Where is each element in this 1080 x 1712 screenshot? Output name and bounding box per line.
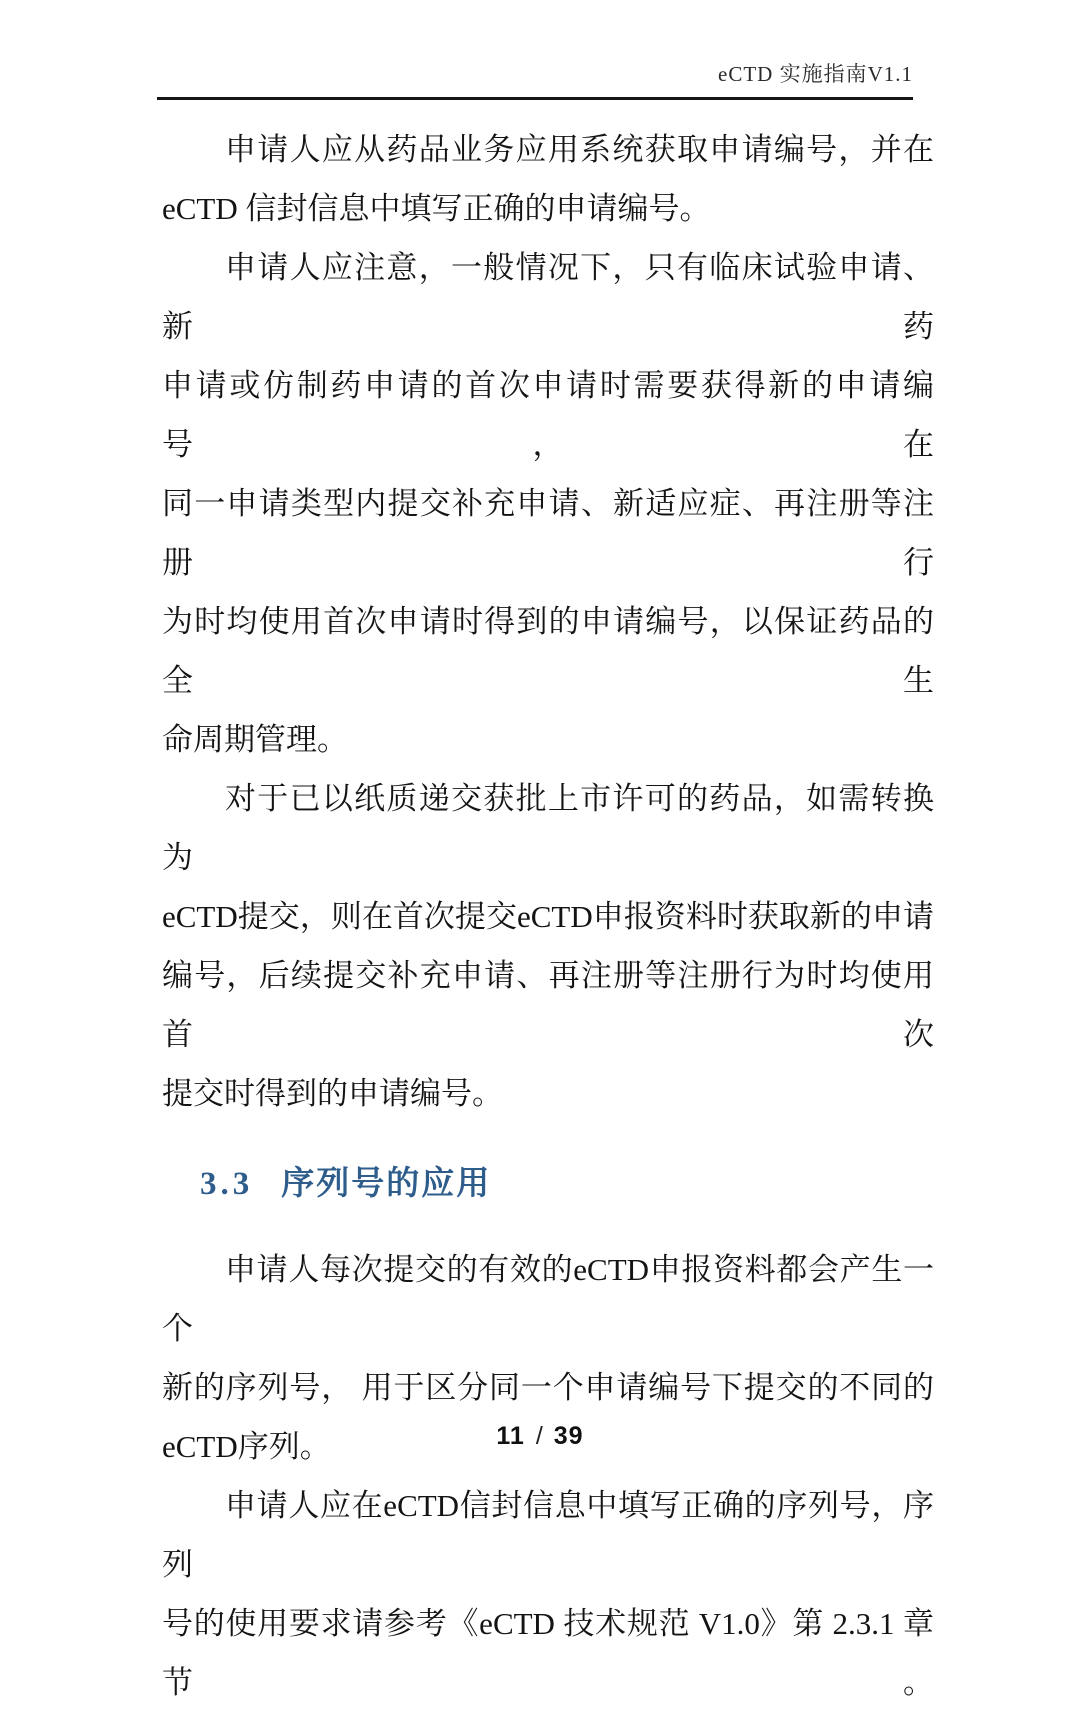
paragraph-line: 申请人应注意，一般情况下，只有临床试验申请、新药: [162, 250, 934, 344]
paragraph-line: 编号，后续提交补充申请、再注册等注册行为时均使用首次: [162, 958, 934, 1052]
paragraph-line: 命周期管理。: [162, 722, 348, 757]
page-header-title: eCTD 实施指南V1.1: [157, 58, 913, 100]
total-page-number: 39: [553, 1422, 584, 1450]
paragraph-line: 号的使用要求请参考《eCTD 技术规范 V1.0》第 2.3.1 章节。: [162, 1606, 934, 1700]
paragraph-line: 申请人每次提交的有效的eCTD申报资料都会产生一个: [162, 1252, 934, 1346]
paragraph-line: eCTD提交，则在首次提交eCTD申报资料时获取新的申请: [162, 899, 934, 934]
page-separator: /: [535, 1422, 543, 1450]
section-number: 3.3: [200, 1166, 254, 1202]
paragraph-line: 新的序列号， 用于区分同一个申请编号下提交的不同的: [162, 1370, 934, 1405]
paragraph-line: 申请或仿制药申请的首次申请时需要获得新的申请编号，在: [162, 368, 934, 462]
paragraph-line: eCTD序列。: [162, 1429, 331, 1464]
paragraph-line: 为时均使用首次申请时得到的申请编号，以保证药品的全生: [162, 604, 934, 698]
section-title: 序列号的应用: [281, 1166, 492, 1202]
paragraph-line: eCTD 信封信息中填写正确的申请编号。: [162, 191, 711, 226]
document-body: [162, 120, 934, 1712]
paragraph-line: 申请人应从药品业务应用系统获取申请编号，并在: [225, 132, 934, 167]
page-number-indicator: [0, 1422, 1080, 1451]
paragraph-line: 提交时得到的申请编号。: [162, 1076, 503, 1111]
paragraph-line: 同一申请类型内提交补充申请、新适应症、再注册等注册行: [162, 486, 934, 580]
current-page-number: 11: [496, 1422, 525, 1450]
section-heading: [200, 1155, 934, 1214]
paragraph-line: 对于已以纸质递交获批上市许可的药品，如需转换为: [162, 781, 934, 875]
paragraph-line: 申请人应在eCTD信封信息中填写正确的序列号，序列: [162, 1488, 934, 1582]
